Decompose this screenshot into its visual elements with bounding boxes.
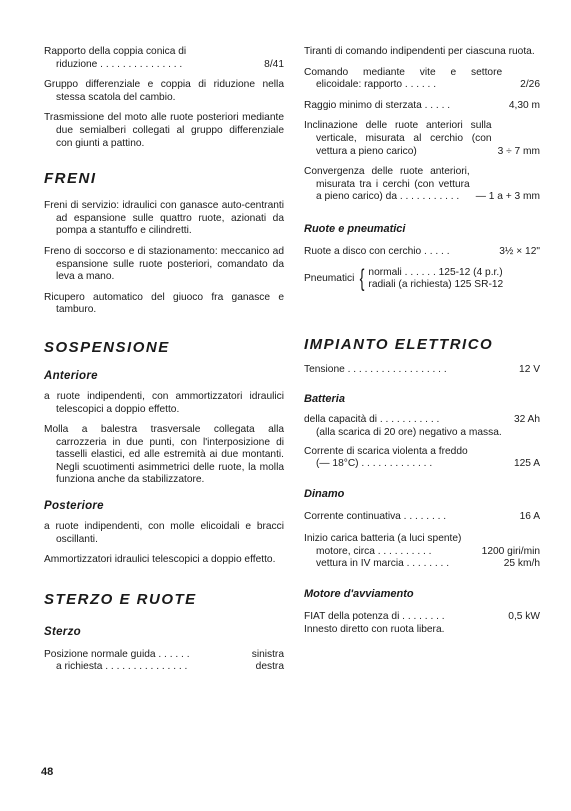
spec-value: 125 A	[513, 458, 540, 470]
section-heading-freni: FRENI	[44, 170, 97, 188]
spec-raggio-sterzata	[304, 100, 540, 113]
spec-innesto: Innesto diretto con ruota libera.	[304, 623, 445, 635]
spec-label: Comando mediante vite e settore elicoidale: rapporto . . . . . .	[304, 66, 503, 91]
spec-scarica-note: (alla scarica di 20 ore) negativo a massa.	[316, 426, 502, 438]
subheading-anteriore: Anteriore	[44, 369, 98, 382]
page-number: 48	[41, 766, 54, 778]
spec-value: 8/41	[264, 58, 284, 70]
spec-label: (— 18°C) . . . . . . . . . . . . .	[316, 458, 433, 470]
spec-convergenza-ruote	[304, 166, 540, 204]
paragraph-ricupero-giuoco: Ricupero automatico del giuoco fra ganasce e tamburo.	[44, 291, 284, 316]
right-column	[304, 46, 540, 636]
spec-corrente-scarica	[304, 458, 540, 471]
subheading-motore-avviamento: Motore d'avviamento	[304, 588, 414, 601]
spec-label: Posizione normale guida . . . . . .	[44, 648, 190, 660]
subheading-sterzo: Sterzo	[44, 625, 81, 638]
spec-pneumatici-radiali: radiali (a richiesta) 125 SR-12	[368, 279, 504, 291]
paragraph-posteriore-ruote: a ruote indipendenti, con molle elicoidali e bracci oscillanti.	[44, 521, 284, 545]
paragraph-ruote-indipendenti: a ruote indipendenti, con ammortizzatori idraulici telescopici a doppio effetto.	[44, 390, 284, 415]
spec-tensione	[304, 364, 540, 377]
spec-label: Raggio minimo di sterzata . . . . .	[304, 99, 451, 111]
left-column	[44, 46, 284, 674]
spec-label: vettura in IV marcia . . . . . . . .	[316, 558, 450, 570]
spec-value: 3½ × 12"	[499, 245, 540, 257]
spec-label: Corrente continuativa . . . . . . . .	[304, 510, 447, 522]
spec-value: 2/26	[520, 79, 540, 91]
spec-inizio-carica: Inizio carica batteria (a luci spente)	[304, 533, 462, 545]
spec-pneumatici-normali: normali . . . . . . 125-12 (4 p.r.)	[368, 266, 503, 278]
spec-posizione-guida	[44, 649, 284, 662]
subheading-posteriore: Posteriore	[44, 500, 104, 513]
spec-value: 12 V	[519, 363, 540, 375]
spec-capacita	[304, 414, 540, 427]
spec-value: sinistra	[251, 648, 284, 660]
spec-label-cont: riduzione . . . . . . . . . . . . . . .	[56, 58, 183, 70]
paragraph-freno-soccorso: Freno di soccorso e di stazionamento: meccanico ad espansione sulle ruote posteriori, comandato da leva a mano.	[44, 245, 284, 283]
spec-value: — 1 a + 3 mm	[475, 191, 540, 203]
spec-value: destra	[255, 661, 284, 673]
spec-a-richiesta	[44, 661, 284, 674]
spec-motore-circa	[304, 546, 540, 559]
spec-pneumatici	[304, 267, 540, 292]
spec-ruote-disco	[304, 246, 540, 259]
section-heading-sospensione: SOSPENSIONE	[44, 338, 170, 356]
brace-icon: {	[360, 265, 365, 293]
spec-vettura-marcia	[304, 558, 540, 571]
paragraph-freni-servizio: Freni di servizio: idraulici con ganasce auto-centranti ad espansione sulle quattro ruote, azionati da pompa a stantuffo e cilindretti.	[44, 200, 284, 237]
paragraph-molla-balestra: Molla a balestra trasversale collegata alla carrozzeria in due punti, con l'interposizione di tasselli elastici, ed alle estremità ai due montanti. Negli scuotimenti asimmetrici delle ruote, la molla funziona anche da stabilizzatore.	[44, 424, 284, 486]
paragraph-tiranti: Tiranti di comando indipendenti per ciascuna ruota.	[304, 46, 535, 57]
subheading-batteria: Batteria	[304, 393, 345, 406]
spec-value: 32 Ah	[513, 414, 540, 426]
spec-inclinazione-ruote	[304, 120, 540, 158]
spec-rapporto-coppia-conica	[44, 46, 284, 71]
spec-label: Rapporto della coppia conica di	[44, 46, 187, 57]
spec-comando-vite	[304, 67, 540, 92]
spec-label: motore, circa . . . . . . . . . .	[316, 545, 432, 557]
spec-label: a richiesta . . . . . . . . . . . . . . .	[56, 661, 188, 673]
paragraph-gruppo-differenziale: Gruppo differenziale e coppia di riduzione nella stessa scatola del cambio.	[44, 79, 284, 103]
spec-corrente-continuativa	[304, 511, 540, 524]
spec-value: 0,5 kW	[508, 611, 540, 623]
spec-label: Pneumatici	[304, 272, 355, 284]
spec-label: Inclinazione delle ruote anteriori sulla verticale, misurata al cerchio (con vettura a pieno carico)	[304, 120, 492, 157]
spec-value: 16 A	[519, 510, 540, 522]
paragraph-ammortizzatori: Ammortizzatori idraulici telescopici a doppio effetto.	[44, 554, 276, 566]
section-heading-sterzo-ruote: STERZO E RUOTE	[44, 590, 197, 608]
subheading-dinamo: Dinamo	[304, 487, 345, 500]
spec-label: Tensione . . . . . . . . . . . . . . . . . .	[304, 363, 447, 375]
spec-value: 4,30 m	[508, 99, 540, 111]
subheading-ruote-pneumatici: Ruote e pneumatici	[304, 222, 406, 235]
section-heading-impianto-elettrico: IMPIANTO ELETTRICO	[304, 335, 494, 353]
spec-corrente-scarica-label: Corrente di scarica violenta a freddo	[304, 445, 468, 457]
spec-label: FIAT della potenza di . . . . . . . .	[304, 611, 445, 623]
spec-fiat-potenza	[304, 611, 540, 624]
spec-label: della capacità di . . . . . . . . . . .	[304, 414, 440, 426]
spec-value: 1200 giri/min	[481, 545, 540, 557]
spec-value: 3 ÷ 7 mm	[497, 145, 540, 157]
paragraph-trasmissione: Trasmissione del moto alle ruote posteriori mediante due semialberi collegati al gruppo differenziale con giunti a pattino.	[44, 112, 284, 149]
spec-label: Ruote a disco con cerchio . . . . .	[304, 245, 450, 257]
spec-label: Convergenza delle ruote anteriori, misurata tra i cerchi (con vettura a pieno carico) da . . . . . . . . . . .	[304, 166, 470, 203]
spec-value: 25 km/h	[503, 558, 540, 570]
